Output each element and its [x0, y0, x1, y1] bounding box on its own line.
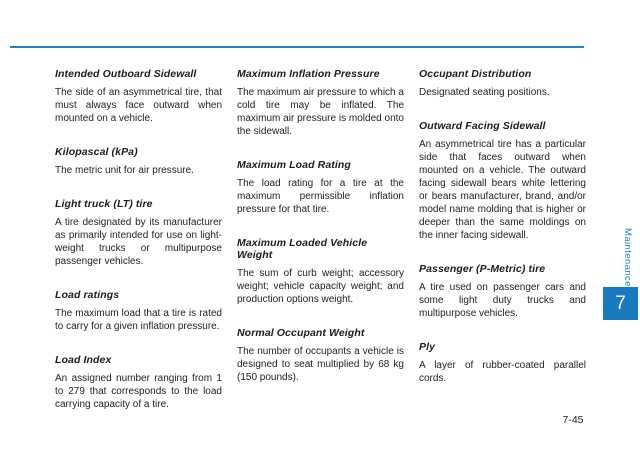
glossary-definition: The metric unit for air pressure.	[55, 165, 194, 176]
glossary-entry	[419, 68, 586, 99]
glossary-definition: An assigned number ranging from 1 to 279 that corresponds to the load carrying capacity of a tire.	[55, 373, 222, 410]
glossary-entry	[55, 354, 222, 411]
page-number: 7-45	[562, 414, 584, 426]
glossary-term: Normal Occupant Weight	[237, 327, 365, 339]
glossary-entry	[419, 341, 586, 385]
glossary-term: Light truck (LT) tire	[55, 198, 153, 210]
glossary-term: Occupant Distribution	[419, 68, 532, 80]
glossary-definition: The number of occupants a vehicle is designed to seat multiplied by 68 kg (150 pounds).	[237, 346, 404, 383]
glossary-entry	[237, 68, 404, 138]
glossary-term: Ply	[419, 341, 436, 353]
glossary-definition: Designated seating positions.	[419, 87, 550, 98]
glossary-entry	[55, 146, 222, 177]
glossary-column-3	[419, 68, 586, 406]
glossary-term: Outward Facing Sidewall	[419, 120, 546, 132]
glossary-definition: The maximum air pressure to which a cold tire may be inflated. The maximum air pressure is molded onto the sidewall.	[237, 87, 404, 137]
glossary-entry	[55, 198, 222, 268]
glossary-term: Intended Outboard Sidewall	[55, 68, 197, 80]
glossary-term: Load Index	[55, 354, 112, 366]
glossary-entry	[237, 237, 404, 306]
glossary-term: Maximum Inflation Pressure	[237, 68, 380, 80]
chapter-number-tab: 7	[603, 287, 638, 320]
glossary-term: Maximum Load Rating	[237, 159, 351, 171]
glossary-term: Maximum Loaded Vehicle Weight	[237, 237, 368, 261]
glossary-term: Load ratings	[55, 289, 120, 301]
glossary-definition: The load rating for a tire at the maximum permissible inflation pressure for that tire.	[237, 178, 404, 215]
glossary-definition: The maximum load that a tire is rated to carry for a given inflation pressure.	[55, 308, 222, 332]
glossary-term: Kilopascal (kPa)	[55, 146, 138, 158]
glossary-definition: A tire designated by its manufacturer as primarily intended for use on light-weight trucks or multipurpose passenger vehicles.	[55, 217, 222, 267]
glossary-definition: A layer of rubber-coated parallel cords.	[419, 360, 586, 384]
glossary-entry	[419, 120, 586, 242]
glossary-entry	[55, 68, 222, 125]
glossary-definition: A tire used on passenger cars and some light duty trucks and multipurpose vehicles.	[419, 282, 586, 319]
glossary-definition: An asymmetrical tire has a particular side that faces outward when mounted on a vehicle. The outward facing sidewall bears white lettering or bears manufacturer, brand, and/or model name molding that is higher or deeper than the same moldings on the inner facing sidewall.	[419, 139, 586, 241]
glossary-entry	[55, 289, 222, 333]
section-tab-label: Maintenance	[622, 228, 633, 287]
glossary-definition: The sum of curb weight; accessory weight; vehicle capacity weight; and production options weight.	[237, 268, 404, 305]
glossary-entry	[419, 263, 586, 320]
glossary-entry	[237, 159, 404, 216]
glossary-column-2	[237, 68, 404, 405]
glossary-term: Passenger (P-Metric) tire	[419, 263, 546, 275]
glossary-column-1	[55, 68, 222, 432]
glossary-entry	[237, 327, 404, 384]
header-rule	[10, 46, 584, 48]
glossary-definition: The side of an asymmetrical tire, that must always face outward when mounted on a vehicle.	[55, 87, 222, 124]
